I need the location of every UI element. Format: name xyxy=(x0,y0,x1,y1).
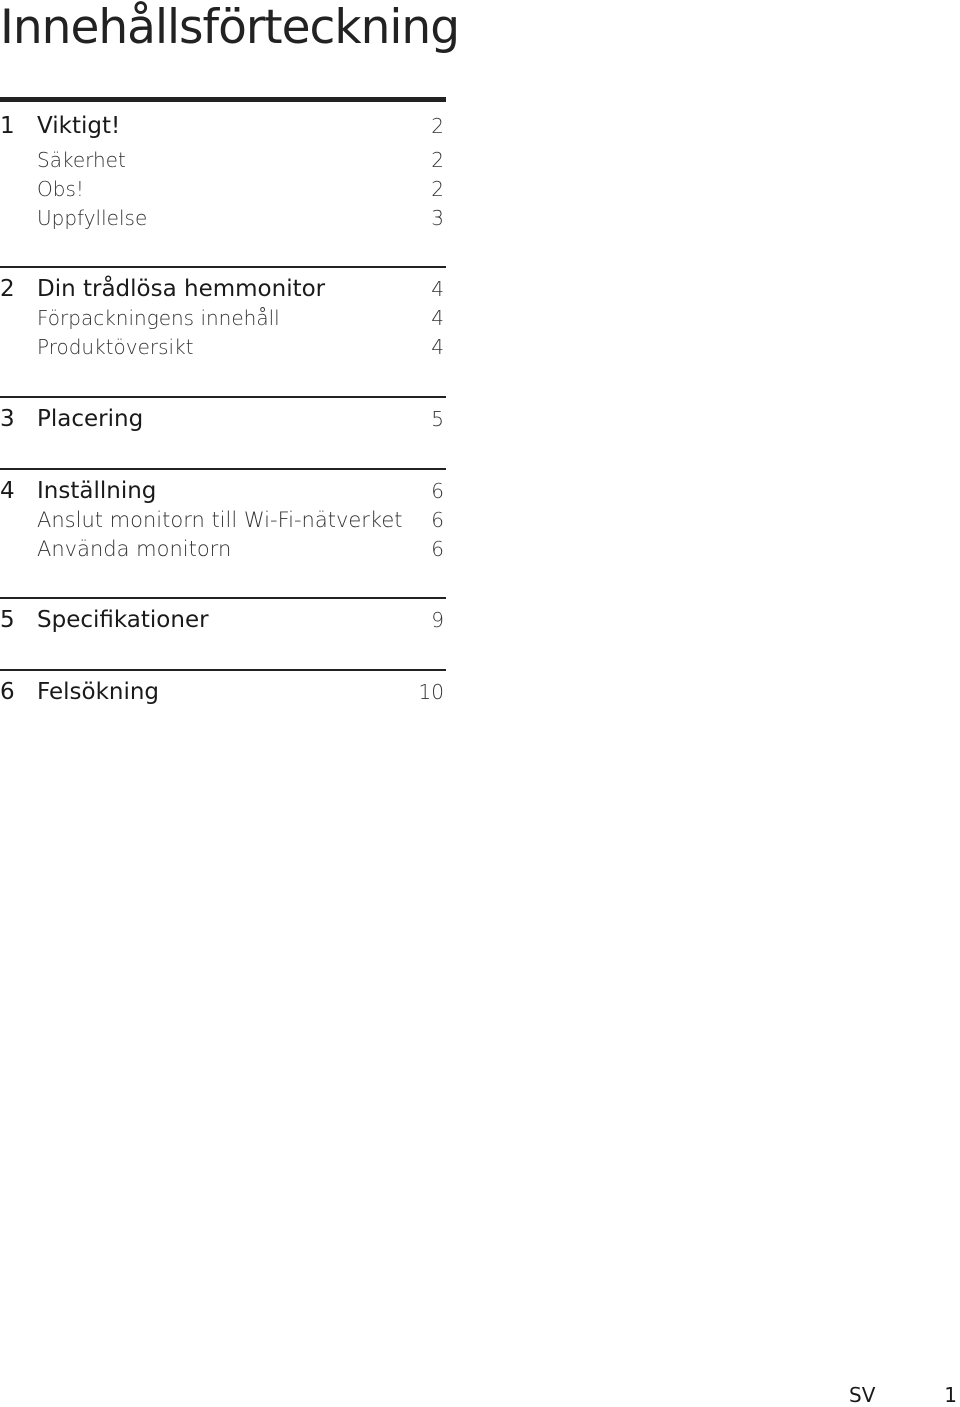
toc-section-2 xyxy=(0,266,446,396)
toc-entry-obs[interactable] xyxy=(0,175,446,204)
page-number: 2 xyxy=(431,148,444,172)
toc-entry-forpackningens-innehall[interactable] xyxy=(0,304,446,333)
page-number: 2 xyxy=(431,114,444,138)
page-number: 4 xyxy=(431,277,444,301)
page-number: 3 xyxy=(431,206,444,230)
section-number: 6 xyxy=(0,679,15,705)
toc-entry-installning[interactable] xyxy=(0,477,446,506)
toc-entry-anvanda-monitorn[interactable] xyxy=(0,535,446,564)
subsection-title: Anslut monitorn till Wi-Fi-nätverket xyxy=(37,508,403,532)
section-number: 2 xyxy=(0,276,15,302)
subsection-title: Uppfyllelse xyxy=(37,206,148,230)
page-number: 6 xyxy=(431,479,444,503)
page-number: 6 xyxy=(431,508,444,532)
section-title: Inställning xyxy=(37,478,157,504)
subsection-title: Produktöversikt xyxy=(37,335,194,359)
toc-entry-anslut-monitorn[interactable] xyxy=(0,506,446,535)
page-number: 4 xyxy=(431,306,444,330)
section-number: 1 xyxy=(0,113,15,139)
toc-entry-felsokning[interactable] xyxy=(0,678,446,707)
page-number: 10 xyxy=(418,680,444,704)
toc-section-4 xyxy=(0,468,446,597)
language-code: SV xyxy=(849,1383,876,1407)
section-title: Din trådlösa hemmonitor xyxy=(37,276,326,302)
toc-entry-din-tradlosa-hemmonitor[interactable] xyxy=(0,275,446,304)
subsection-title: Obs! xyxy=(37,177,84,201)
toc-section-6 xyxy=(0,669,446,731)
section-number: 5 xyxy=(0,607,15,633)
page-number: 5 xyxy=(431,407,444,431)
toc-section-5 xyxy=(0,597,446,669)
section-title: Placering xyxy=(37,406,144,432)
toc-entry-specifikationer[interactable] xyxy=(0,606,446,635)
page-number: 9 xyxy=(431,608,444,632)
toc-section-1 xyxy=(0,97,446,266)
toc-section-3 xyxy=(0,396,446,468)
section-title: Felsökning xyxy=(37,679,160,705)
toc-entry-placering[interactable] xyxy=(0,405,446,434)
toc-entry-sakerhet[interactable] xyxy=(0,146,446,175)
page-number: 6 xyxy=(431,537,444,561)
page-footer xyxy=(760,1383,960,1407)
page-number: 4 xyxy=(431,335,444,359)
toc-entry-uppfyllelse[interactable] xyxy=(0,204,446,233)
subsection-title: Säkerhet xyxy=(37,148,126,172)
section-title: Specifikationer xyxy=(37,607,209,633)
subsection-title: Använda monitorn xyxy=(37,537,232,561)
page-title: Innehållsförteckning xyxy=(0,0,460,55)
toc-entry-viktigt[interactable] xyxy=(0,112,446,141)
page-number: 2 xyxy=(431,177,444,201)
footer-page-number: 1 xyxy=(944,1383,957,1407)
toc-entry-produktoversikt[interactable] xyxy=(0,333,446,362)
table-of-contents xyxy=(0,97,446,731)
subsection-title: Förpackningens innehåll xyxy=(37,306,280,330)
section-title: Viktigt! xyxy=(37,113,121,139)
section-number: 3 xyxy=(0,406,15,432)
section-number: 4 xyxy=(0,478,15,504)
